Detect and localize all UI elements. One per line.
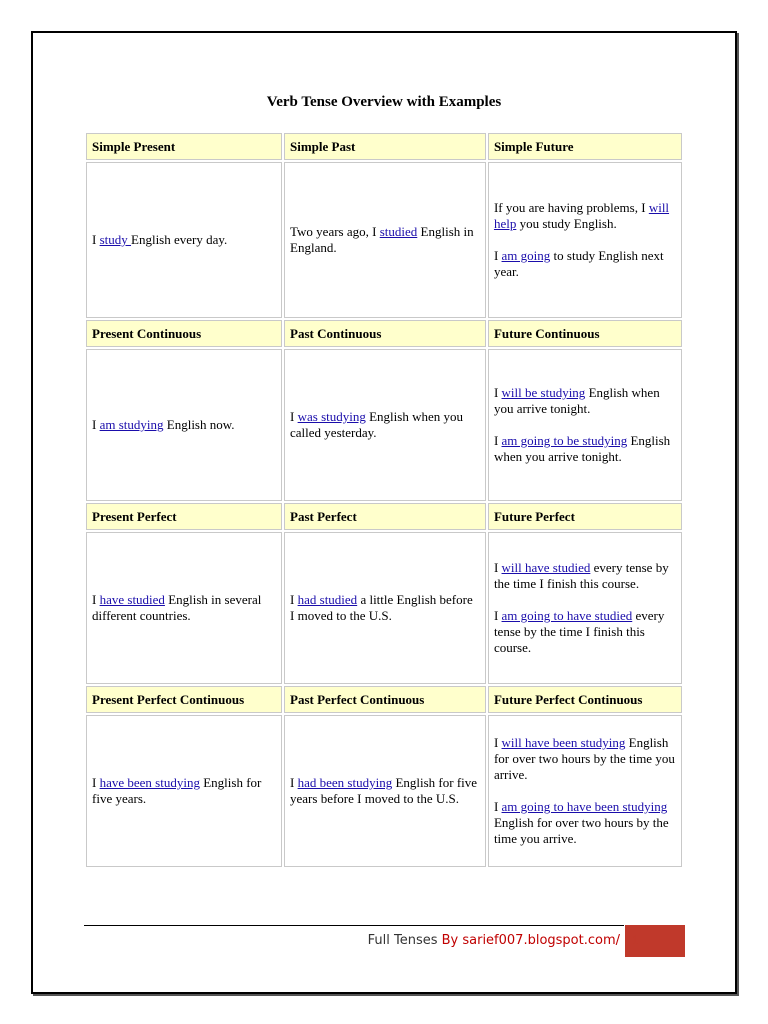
verb-link[interactable]: will have studied <box>501 560 591 575</box>
verb-tense-table <box>84 131 684 869</box>
example-sentence <box>494 799 676 847</box>
example-sentence <box>494 385 676 417</box>
sentence-text: I <box>92 592 100 607</box>
tense-header-cell: Simple Future <box>488 133 682 160</box>
sentence-text: I <box>493 248 502 263</box>
tense-header-cell: Present Continuous <box>86 320 282 347</box>
tense-example-cell <box>86 532 282 684</box>
tense-header-cell: Future Perfect Continuous <box>488 686 682 713</box>
sentence-text: I <box>92 417 100 432</box>
sentence-text: English when you arrive tonight. <box>493 385 660 416</box>
example-sentence <box>92 232 276 248</box>
tense-example-cell <box>488 532 682 684</box>
tense-example-row <box>86 349 682 501</box>
document-title: Verb Tense Overview with Examples <box>266 94 502 110</box>
sentence-text: you study English. <box>516 216 617 231</box>
example-sentence <box>494 560 676 592</box>
sentence-text: I <box>493 799 502 814</box>
sentence-text: I <box>290 775 298 790</box>
sentence-text: English for over two hours by the time you arrive. <box>493 735 675 782</box>
sentence-text: English for five years before I moved to the U.S. <box>290 775 478 806</box>
verb-link[interactable]: will help <box>493 200 670 231</box>
tense-header-cell: Future Continuous <box>488 320 682 347</box>
tense-example-cell <box>284 715 486 867</box>
example-sentence <box>494 248 676 280</box>
verb-link[interactable]: was studying <box>297 409 366 424</box>
tense-header-row <box>86 320 682 347</box>
page-number: 1 <box>632 932 639 947</box>
tense-example-row <box>86 532 682 684</box>
sentence-text: a little English before I moved to the U.S. <box>290 592 473 623</box>
tense-example-cell <box>284 532 486 684</box>
verb-link[interactable]: had studied <box>297 592 358 607</box>
tense-header-cell: Present Perfect <box>86 503 282 530</box>
sentence-text: English when you called yesterday. <box>290 409 463 440</box>
tense-header-row <box>86 503 682 530</box>
sentence-text: I <box>493 608 502 623</box>
sentence-text: English now. <box>163 417 235 432</box>
example-sentence <box>290 775 480 807</box>
footer-text <box>84 933 620 948</box>
sentence-text: I <box>92 775 100 790</box>
tense-example-cell <box>86 349 282 501</box>
tense-example-cell <box>488 715 682 867</box>
sentence-text: I <box>290 409 298 424</box>
tense-header-cell: Simple Past <box>284 133 486 160</box>
sentence-text: I <box>493 385 502 400</box>
footer-suffix: By sarief007.blogspot.com/ <box>437 933 620 948</box>
verb-link[interactable]: am going to have been studying <box>501 799 668 814</box>
verb-link[interactable]: had been studying <box>297 775 393 790</box>
example-sentence <box>494 433 676 465</box>
tense-header-cell: Past Perfect Continuous <box>284 686 486 713</box>
sentence-text: every tense by the time I finish this course. <box>493 560 669 591</box>
verb-link[interactable]: am going to have studied <box>501 608 633 623</box>
example-sentence <box>290 224 480 256</box>
verb-link[interactable]: will have been studying <box>501 735 626 750</box>
verb-link[interactable]: am studying <box>99 417 164 432</box>
tense-example-cell <box>488 349 682 501</box>
sentence-text: English in several different countries. <box>92 592 262 623</box>
verb-link[interactable]: have been studying <box>99 775 200 790</box>
sentence-text: Two years ago, I <box>290 224 380 239</box>
sentence-text: English every day. <box>131 232 228 247</box>
tense-example-row <box>86 715 682 867</box>
verb-link[interactable]: have studied <box>99 592 165 607</box>
footer-rule <box>84 925 624 926</box>
tense-header-row <box>86 686 682 713</box>
example-sentence <box>494 608 676 656</box>
sentence-text: I <box>290 592 298 607</box>
sentence-text: English when you arrive tonight. <box>493 433 671 464</box>
example-sentence <box>92 592 276 624</box>
sentence-text: English for five years. <box>92 775 262 806</box>
tense-example-cell <box>284 349 486 501</box>
tense-header-cell: Simple Present <box>86 133 282 160</box>
sentence-text: English for over two hours by the time you arrive. <box>493 815 669 846</box>
tense-example-cell <box>86 715 282 867</box>
tense-example-cell <box>488 162 682 318</box>
tense-header-row <box>86 133 682 160</box>
tense-header-cell: Past Continuous <box>284 320 486 347</box>
verb-link[interactable]: studied <box>379 224 418 239</box>
tense-header-cell: Present Perfect Continuous <box>86 686 282 713</box>
sentence-text: every tense by the time I finish this course. <box>493 608 665 655</box>
example-sentence <box>92 775 276 807</box>
footer-prefix: Full Tenses <box>367 933 438 948</box>
verb-link[interactable]: am going to be studying <box>501 433 628 448</box>
tense-header-cell: Past Perfect <box>284 503 486 530</box>
verb-link[interactable]: will be studying <box>501 385 586 400</box>
sentence-text: English in England. <box>290 224 474 255</box>
example-sentence <box>290 409 480 441</box>
sentence-text: If you are having problems, I <box>493 200 649 215</box>
example-sentence <box>92 417 276 433</box>
sentence-text: I <box>493 560 502 575</box>
tense-example-row <box>86 162 682 318</box>
verb-link[interactable]: study <box>99 232 132 247</box>
sentence-text: I <box>493 433 502 448</box>
example-sentence <box>290 592 480 624</box>
verb-link[interactable]: am going <box>501 248 551 263</box>
example-sentence <box>494 200 676 232</box>
tense-header-cell: Future Perfect <box>488 503 682 530</box>
example-sentence <box>494 735 676 783</box>
tense-example-cell <box>284 162 486 318</box>
sentence-text: I <box>493 735 502 750</box>
sentence-text: I <box>92 232 100 247</box>
tense-example-cell <box>86 162 282 318</box>
sentence-text: to study English next year. <box>493 248 664 279</box>
